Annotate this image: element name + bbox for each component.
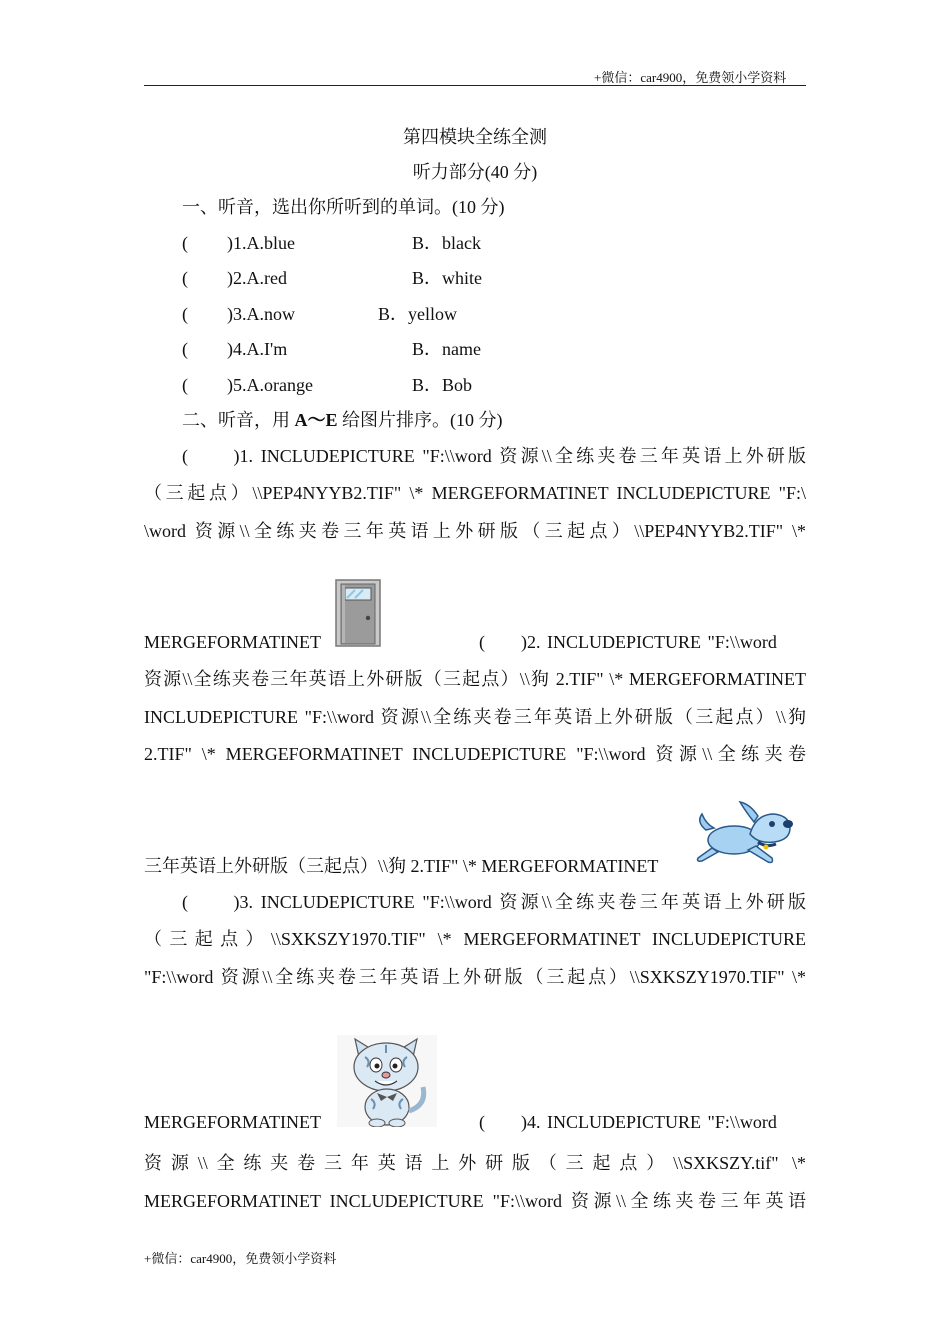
q1-option-a: )1.A.blue [227,233,295,253]
page-header: +微信：car4900，免费领小学资料 [594,70,787,85]
section1-heading: 一、听音，选出你所听到的单词。(10 分) [182,197,505,217]
s2-line-3: \word 资源\\全练夹卷三年英语上外研版（三起点）\\PEP4NYYB2.TIF" \* [144,521,806,541]
door-picture [333,578,383,648]
page-footer: +微信：car4900，免费领小学资料 [144,1251,337,1266]
s2-line-9: 三年英语上外研版（三起点）\\狗 2.TIF" \* MERGEFORMATINET [144,856,659,876]
s2-line-16: MERGEFORMATINET INCLUDEPICTURE "F:\\word 资源\\全练夹卷三年英语 [144,1191,806,1211]
s2-line-12: "F:\\word 资源\\全练夹卷三年英语上外研版（三起点）\\SXKSZY1970.TIF" \* [144,967,806,987]
s2-line-13: MERGEFORMATINET [144,1112,322,1132]
s2-line-5: ( )2. INCLUDEPICTURE "F:\\word [479,632,777,652]
page-title: 第四模块全练全测 [403,127,547,147]
page-subtitle: 听力部分(40 分) [412,162,538,182]
dog-picture [692,800,796,870]
q5-paren: ( [182,375,188,395]
section2-heading: 二、听音，用 A～E 给图片排序。(10 分) [182,410,503,430]
q5-option-b: B．Bob [412,375,473,395]
header-rule [144,85,806,86]
q3-paren: ( [182,304,188,324]
q4-option-b: B．name [412,339,481,359]
s2-line-15: 资源\\全练夹卷三年英语上外研版（三起点）\\SXKSZY.tif" \* [144,1153,806,1173]
s2-line-14: ( )4. INCLUDEPICTURE "F:\\word [479,1112,777,1132]
s2-line-11: （三起点）\\SXKSZY1970.TIF" \* MERGEFORMATINET INCLUDEPICTURE [144,929,806,949]
q4-paren: ( [182,339,188,359]
q2-option-a: )2.A.red [227,268,287,288]
q3-option-a: )3.A.now [227,304,295,324]
s2-line-2: （三起点）\\PEP4NYYB2.TIF" \* MERGEFORMATINET INCLUDEPICTURE "F:\ [144,483,806,503]
q5-option-a: )5.A.orange [227,375,313,395]
s2-line-1: ( )1. INCLUDEPICTURE "F:\\word 资源\\全练夹卷三年英语上外研版 [182,446,806,466]
q2-paren: ( [182,268,188,288]
q1-paren: ( [182,233,188,253]
cat-picture [337,1035,437,1127]
s2-line-8: 2.TIF" \* MERGEFORMATINET INCLUDEPICTURE "F:\\word 资源\\全练夹卷 [144,744,806,764]
q2-option-b: B．white [412,268,482,288]
q1-option-b: B．black [412,233,481,253]
s2-line-4: MERGEFORMATINET [144,632,322,652]
s2-line-10: ( )3. INCLUDEPICTURE "F:\\word 资源\\全练夹卷三年英语上外研版 [182,892,806,912]
q3-option-b: B．yellow [378,304,457,324]
s2-line-7: INCLUDEPICTURE "F:\\word 资源\\全练夹卷三年英语上外研版（三起点）\\狗 [144,707,806,727]
q4-option-a: )4.A.I'm [227,339,288,359]
s2-line-6: 资源\\全练夹卷三年英语上外研版（三起点）\\狗 2.TIF" \* MERGEFORMATINET [144,669,806,689]
